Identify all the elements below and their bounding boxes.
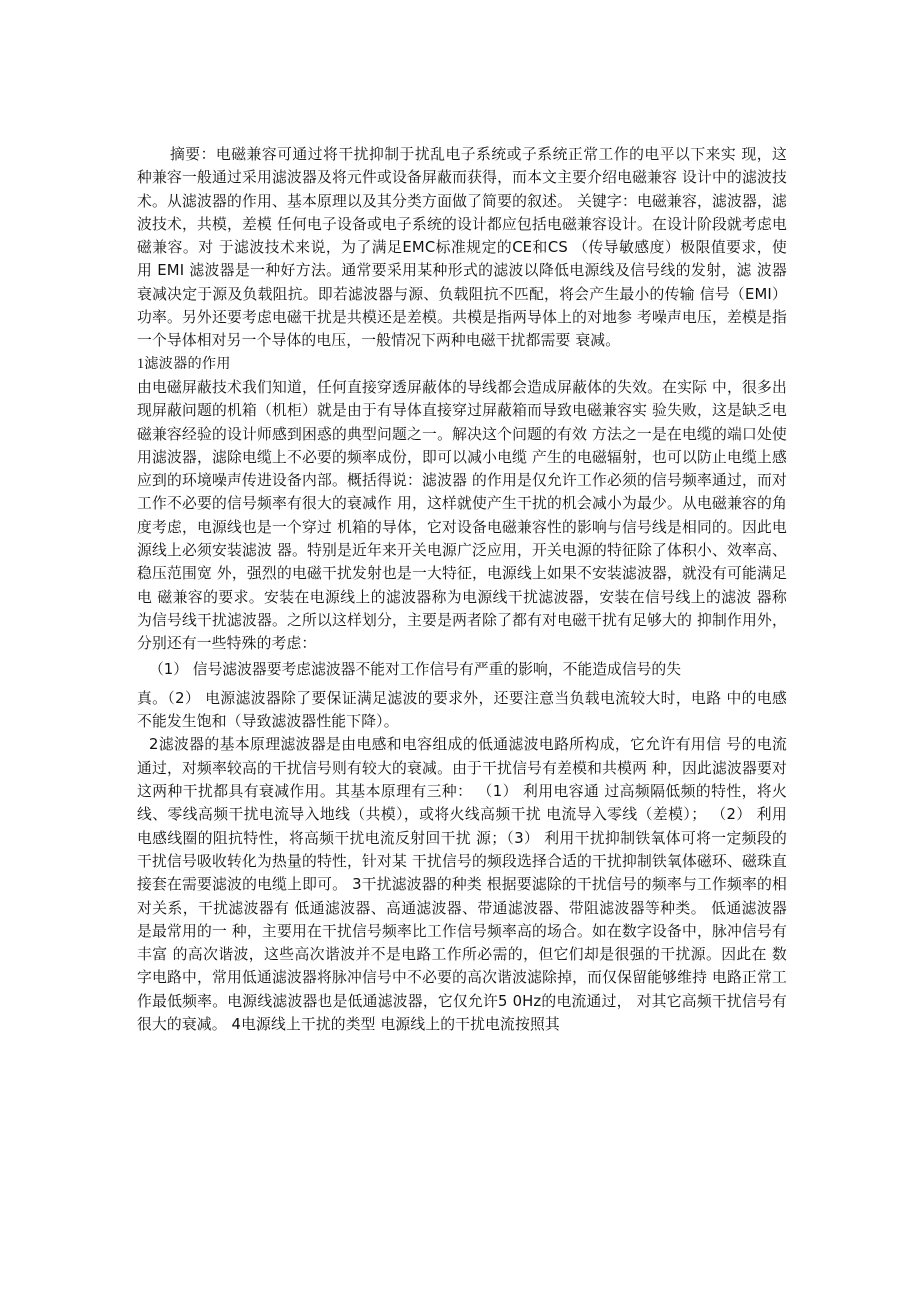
section-1-paragraph: 由电磁屏蔽技术我们知道，任何直接穿透屏蔽体的导线都会造成屏蔽体的失效。在实际 中，很多出现屏蔽问题的机箱（机柜）就是由于有导体直接穿过屏蔽箱而导致电磁兼容实 验失败，这是缺乏电磁兼容经验的设计师感到困惑的典型问题之一。解决这个问题的有效 方法之一是在电缆的端口处使用滤波器，滤除电缆上不必要的频率成份，即可以减小电缆 产生的电磁辐射，也可以防止电缆上感应到的环境噪声传进设备内部。概括得说：滤波器 的作用是仅允许工作必须的信号频率通过，而对工作不必要的信号频率有很大的衰减作 用，这样就使产生干扰的机会减小为最少。从电磁兼容的角度考虑，电源线也是一个穿过 机箱的导体，它对设备电磁兼容性的影响与信号线是相同的。因此电源线上必须安装滤波 器。特别是近年来开关电源广泛应用，开关电源的特征除了体积小、效率高、稳压范围宽 外，强烈的电磁干扰发射也是一大特征，电源线上如果不安装滤波器，就没有可能满足电 磁兼容的要求。安装在电源线上的滤波器称为电源线干扰滤波器，安装在信号线上的滤波 器称为信号线干扰滤波器。之所以这样划分，主要是两者除了都有对电磁干扰有足够大的 抑制作用外，分别还有一些特殊的考虑： xyxy=(137,378,787,653)
section-2-paragraph: 2滤波器的基本原理滤波器是由电感和电容组成的低通滤波电路所构成，它允许有用信 号的电流通过，对频率较高的干扰信号则有较大的衰减。由于干扰信号有差模和共模两 种，因此滤波器要对这两种干扰都具有衰减作用。其基本原理有三种： （1） 利用电容通 过高频隔低频的特性，将火线、零线高频干扰电流导入地线（共模），或将火线高频干扰 电流导入零线（差模）； （2） 利用电感线圈的阻抗特性，将高频干扰电流反射回干扰 源；（3） 利用干扰抑制铁氧体可将一定频段的干扰信号吸收转化为热量的特性，针对某 干扰信号的频段选择合适的干扰抑制铁氧体磁环、磁珠直接套在需要滤波的电缆上即可。 3干扰滤波器的种类 根据要滤除的干扰信号的频率与工作频率的相对关系，干扰滤波器有 低通滤波器、高通滤波器、带通滤波器、带阻滤波器等种类。 低通滤波器是最常用的一 种，主要用在干扰信号频率比工作信号频率高的场合。如在数字设备中，脉冲信号有丰富 的高次谐波，这些高次谐波并不是电路工作所必需的，但它们却是很强的干扰源。因此在 数字电路中，常用低通滤波器将脉冲信号中不必要的高次谐波滤除掉，而仅保留能够维持 电路正常工作最低频率。电源线滤波器也是低通滤波器，它仅允许5 0Hz的电流通过， 对其它高频干扰信号有很大的衰减。 4电源线上干扰的类型 电源线上的干扰电流按照其 xyxy=(137,736,787,1033)
point-1-line: （1） 信号滤波器要考虑滤波器不能对工作信号有严重的影响，不能造成信号的失 xyxy=(149,660,682,678)
point-1-continuation: 真。（2） 电源滤波器除了要保证满足滤波的要求外，还要注意当负载电流较大时，电路 中的电感不能发生饱和（导致滤波器性能下降）。 xyxy=(137,689,787,731)
document-body xyxy=(137,143,787,1036)
section-1-heading: 1滤波器的作用 xyxy=(137,355,231,372)
abstract-paragraph: 摘要：电磁兼容可通过将干扰抑制于扰乱电子系统或子系统正常工作的电平以下来实 现，这种兼容一般通过采用滤波器及将元件或设备屏蔽而获得，而本文主要介绍电磁兼容 设计中的滤波技术。从滤波器的作用、基本原理以及其分类方面做了简要的叙述。 关键字：电磁兼容，滤波器，滤波技术，共模，差模 任何电子设备或电子系统的设计都应包括电磁兼容设计。在设计阶段就考虑电磁兼容。对 于滤波技术来说，为了满足EMC标准规定的CE和CS （传导敏感度）极限值要求，使用 EMI 滤波器是一种好方法。通常要采用某种形式的滤波以降低电源线及信号线的发射，滤 波器衰减决定于源及负载阻抗。即若滤波器与源、负载阻抗不匹配，将会产生最小的传输 信号（EMI）功率。另外还要考虑电磁干扰是共模还是差模。共模是指两导体上的对地参 考噪声电压，差模是指一个导体相对另一个导体的电压，一般情况下两种电磁干扰都需要 衰减。 xyxy=(137,146,787,350)
